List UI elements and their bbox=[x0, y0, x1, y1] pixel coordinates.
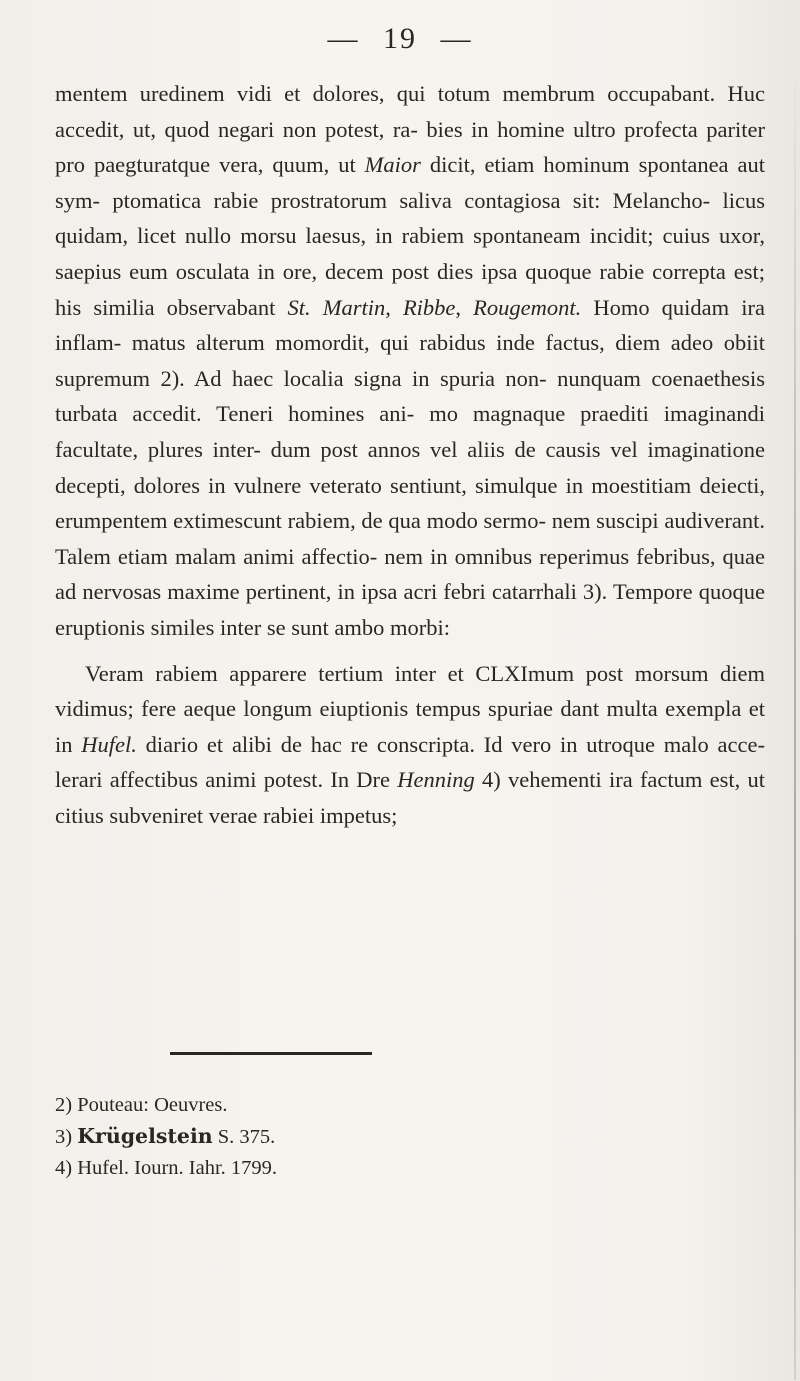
text-line: eruptionis similes inter se sunt ambo morbi: bbox=[55, 614, 450, 640]
text-line: mo magnaque praediti imaginandi facultate, plures inter- bbox=[55, 401, 765, 462]
text-line: licus quidam, licet nullo morsu laesus, in rabiem spontaneam bbox=[55, 187, 766, 249]
footnote-3-page: S. 375. bbox=[212, 1126, 276, 1148]
text-line: pertinent, in ipsa acri febri catarrhali 3). Tempore quoque bbox=[245, 579, 765, 605]
footnote-3-marker: 3) bbox=[55, 1126, 78, 1148]
footnotes bbox=[55, 1090, 755, 1184]
text-line: lerari affectibus animi potest. In Dre bbox=[55, 767, 398, 793]
text-line: post morsum diem vidimus; fere aeque longum eiuptionis bbox=[55, 660, 765, 722]
text-line: matus alterum momordit, qui rabidus inde factus, diem bbox=[131, 330, 661, 356]
text-line: diario et bbox=[136, 731, 224, 757]
author-name-rougemont: Rougemont. bbox=[473, 294, 582, 320]
author-name-st-martin: St. Martin bbox=[287, 294, 386, 320]
footnote-3-author: Krügelstein bbox=[77, 1124, 213, 1148]
author-name-henning: Henning bbox=[397, 767, 475, 793]
page-edge-shadow bbox=[794, 60, 796, 1380]
paragraph-2 bbox=[55, 656, 765, 834]
text-line: bies in homine ultro profecta pariter pro paegturatque vera, bbox=[55, 116, 766, 178]
text-line: Veram rabiem apparere tertium inter et CLXImum bbox=[85, 660, 575, 686]
paragraph-1 bbox=[55, 76, 765, 646]
page-number: 19 bbox=[383, 22, 417, 55]
text-line: ira factum est, ut citius subveniret verae rabiei impetus; bbox=[55, 767, 766, 828]
header-dash-right: — bbox=[440, 22, 473, 55]
text-line: mentem uredinem vidi et dolores, qui totum membrum bbox=[55, 81, 595, 106]
author-name-ribbe: Ribbe bbox=[402, 294, 456, 320]
text-line: alibi de hac re conscripta. Id vero in utroque malo acce- bbox=[231, 731, 765, 757]
text-line: dies ipsa quoque rabie correpta est; his similia observabant bbox=[55, 258, 765, 320]
footnote-separator-rule bbox=[170, 1052, 372, 1055]
text-line: adeo obiit supremum 2). Ad haec localia signa in spuria non- bbox=[55, 330, 766, 391]
text-line: nunquam coenaethesis turbata accedit. Teneri homines ani- bbox=[55, 365, 766, 427]
journal-name-hufel: Hufel. bbox=[81, 731, 137, 757]
text-line: incidit; cuius uxor, saepius eum osculata in ore, decem post bbox=[55, 223, 765, 284]
text-line: 4) vehementi bbox=[474, 767, 602, 793]
text-line: dolores in vulnere veterato sentiunt, simulque in moestitiam bbox=[133, 472, 692, 498]
text-line: tempus spuriae dant multa exempla et in bbox=[55, 696, 765, 757]
footnote-3 bbox=[55, 1121, 755, 1153]
text-line: Homo quidam ira inflam- bbox=[55, 294, 765, 356]
text-line: dicit, etiam hominum spontanea aut sym- bbox=[55, 152, 765, 213]
author-name-maior: Maior bbox=[364, 152, 421, 178]
text-separator: , bbox=[385, 294, 403, 320]
header-dash-left: — bbox=[327, 22, 360, 55]
text-line: nem suscipi audiverant. Talem etiam malam animi affectio- bbox=[55, 508, 765, 569]
text-line: occupabant. Huc accedit, ut, quod negari non potest, ra- bbox=[55, 81, 765, 142]
text-line: nem in omnibus reperimus febribus, quae ad nervosas maxime bbox=[55, 543, 765, 605]
text-line: quum, ut bbox=[272, 152, 365, 178]
text-separator: , bbox=[455, 294, 474, 320]
page-header bbox=[0, 22, 800, 56]
footnote-4: 4) Hufel. Iourn. Iahr. 1799. bbox=[55, 1157, 278, 1179]
main-text bbox=[55, 76, 765, 833]
footnote-2: 2) Pouteau: Oeuvres. bbox=[55, 1094, 228, 1116]
text-line: dum post annos vel aliis de causis vel imaginatione decepti, bbox=[55, 436, 766, 498]
text-line: ptomatica rabie prostratorum saliva contagiosa sit: Melancho- bbox=[112, 187, 711, 213]
text-line: deiecti, erumpentem extimescunt rabiem, de qua modo sermo- bbox=[55, 472, 766, 534]
